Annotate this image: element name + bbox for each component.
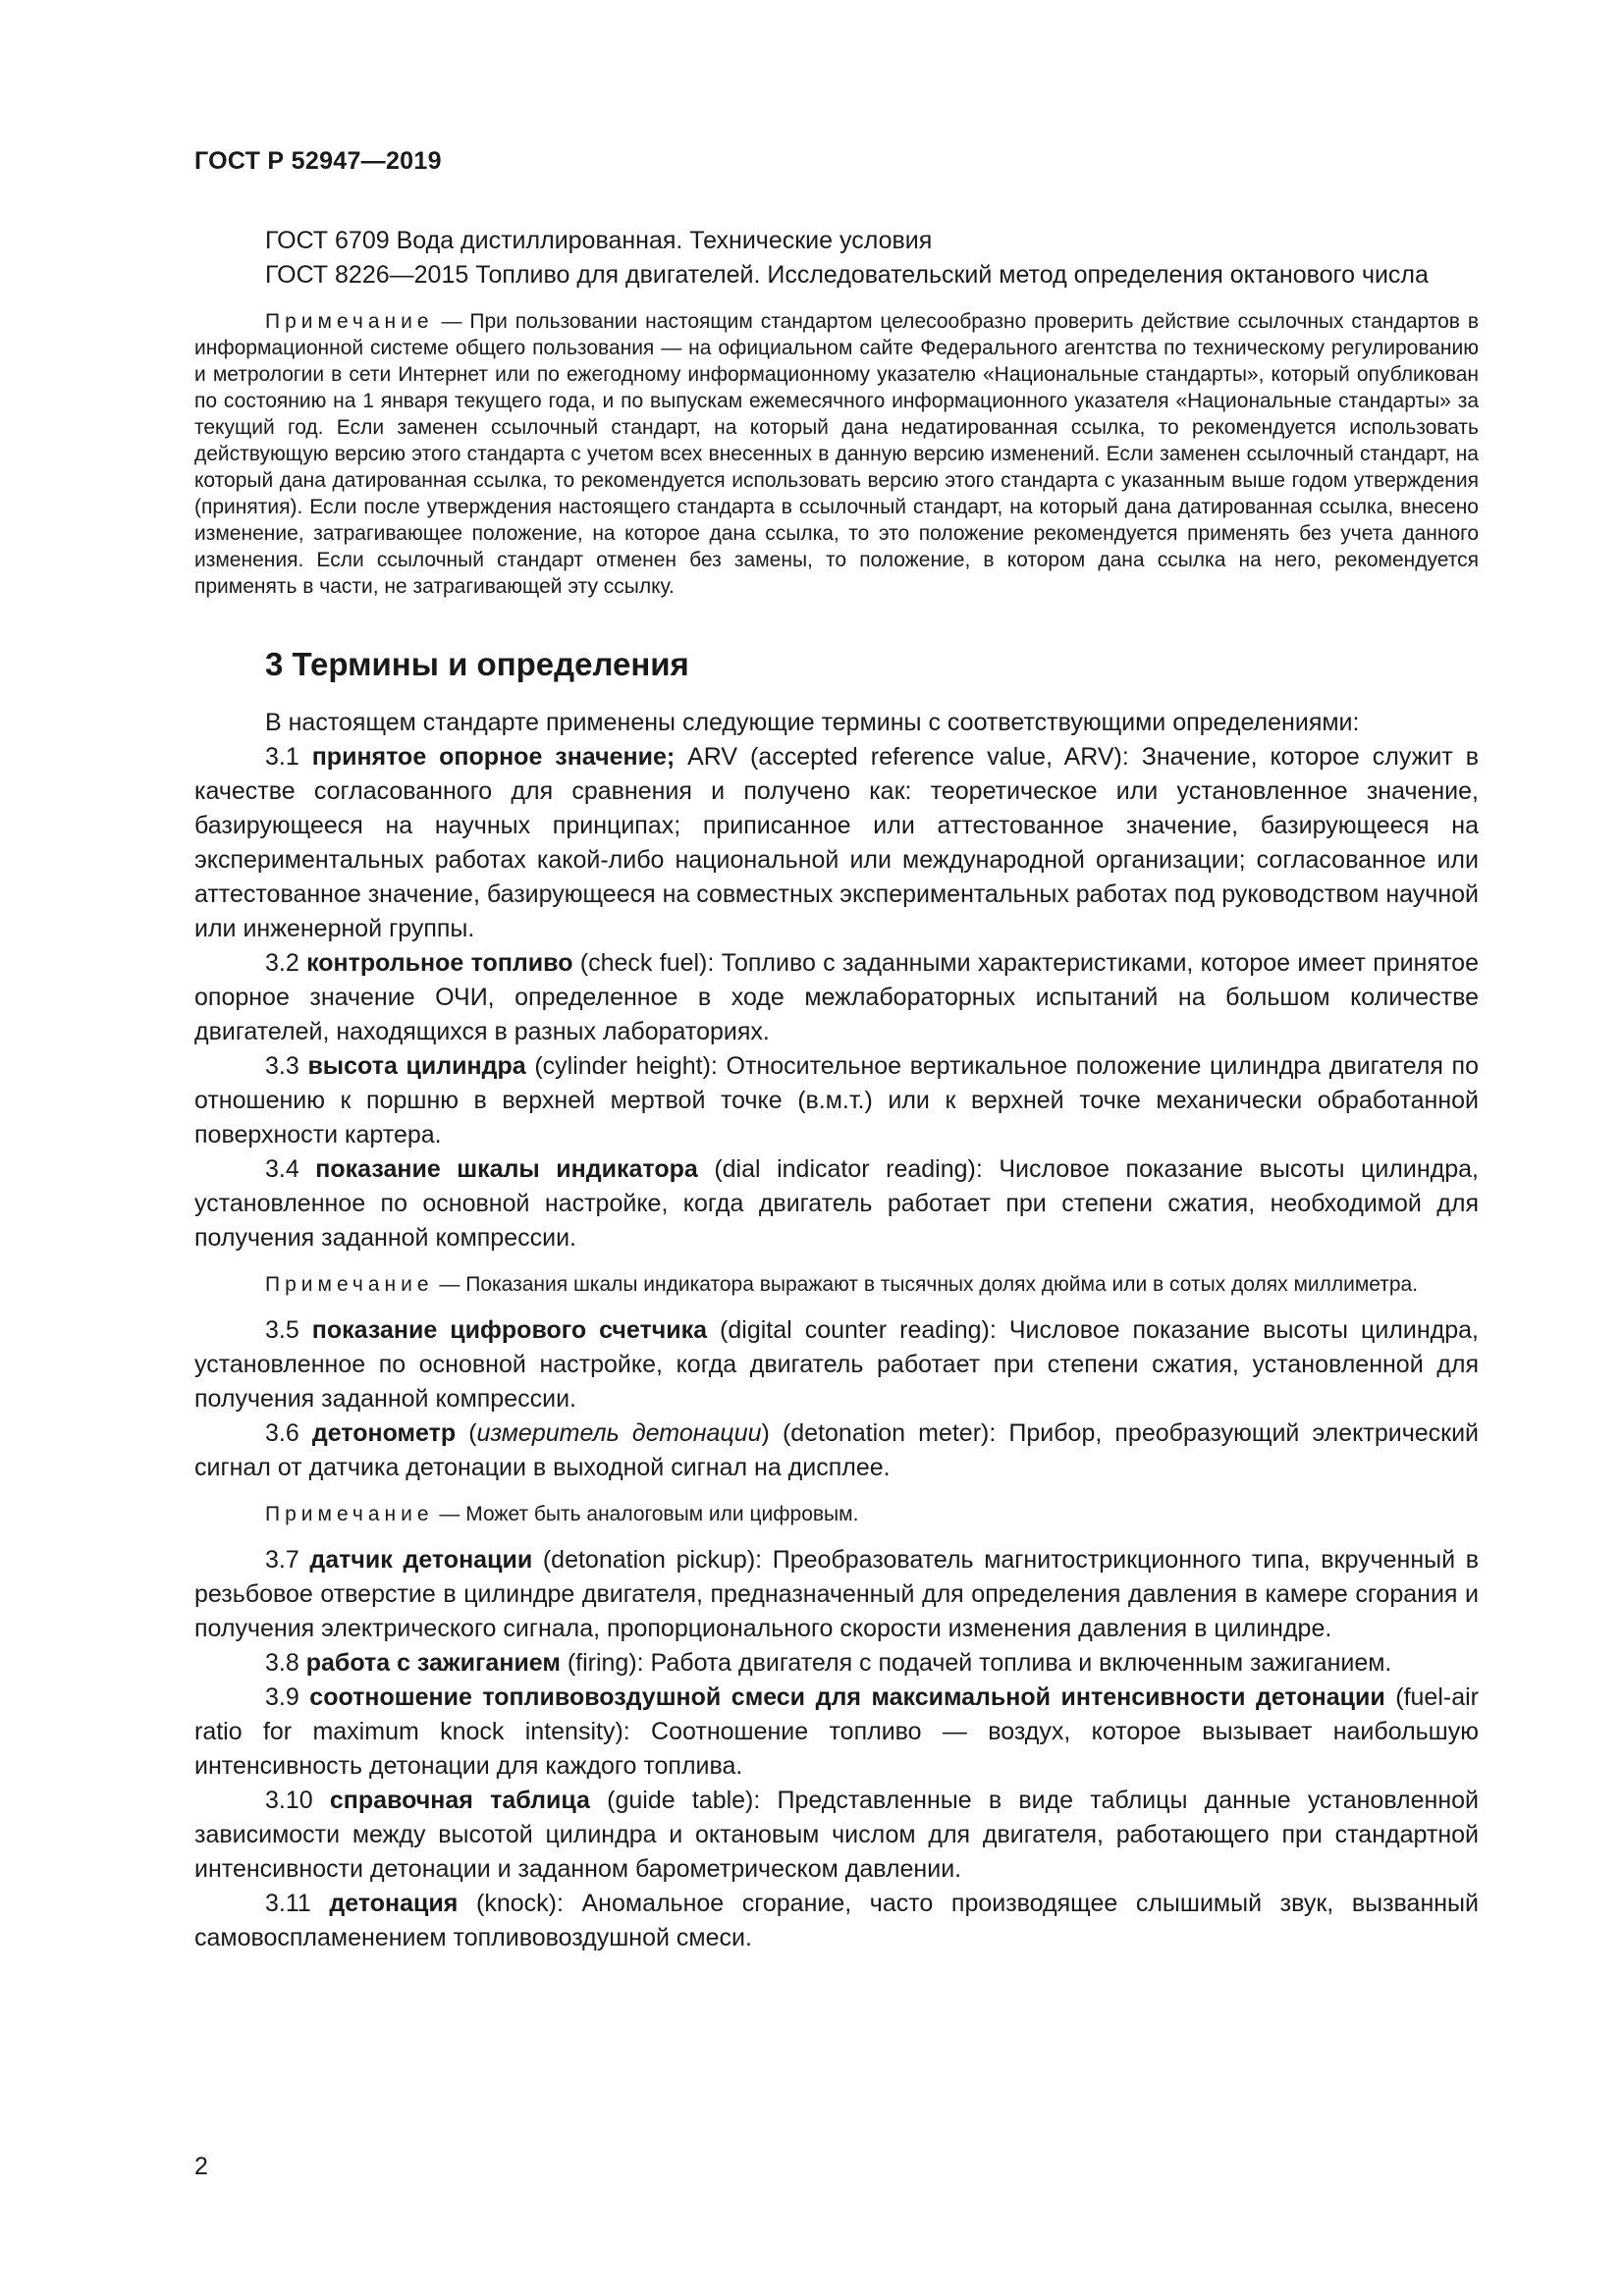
term-definition: (fuel-air ratio for maximum knock intensity): Соотношение топливо — воздух, которое вызывает наибольшую интенсивность детонации для каждого топлива. [194,1683,1480,1780]
term-3-6: 3.6 детонометр (измеритель детонации) (detonation meter): Прибор, преобразующий электрический сигнал от датчика детонации в выходной сигнал на дисплее. [194,1419,1480,1481]
term-3-11 [194,1887,1479,1955]
term-name: справочная таблица [329,1787,590,1814]
term-name: высота цилиндра [307,1052,526,1080]
term-3-8 [194,1646,1479,1681]
term-number: 3.2 [265,949,299,977]
term-definition: (detonation pickup): Преобразователь магнитострикционного типа, вкрученный в резьбовое отверстие в цилиндре двигателя, предназначенный для определения давления в камере сгорания и получения электрического сигнала, пропорционального скорости изменения давления в цилиндре. [194,1546,1479,1642]
term-name: соотношение топливовоздушной смеси для максимальной интенсивности детонации [309,1683,1385,1711]
note-term-3-6 [194,1501,1479,1527]
section-heading: 3 Термины и определения [265,646,689,682]
term-definition: (check fuel): Топливо с заданными характеристиками, которое имеет принятое опорное значение ОЧИ, определенное в ходе межлабораторных испытаний на большом количестве двигателей, находящихся в разных лабораториях. [194,949,1479,1045]
term-number: 3.7 [265,1546,299,1574]
note-label: Примечание [265,1273,434,1296]
section-intro: В настоящем стандарте применены следующие термины с соответствующими определениями: [265,709,1360,736]
term-3-7 [194,1543,1479,1646]
note-text: — При пользовании настоящим стандартом целесообразно проверить действие ссылочных стандартов в информационной системе общего пользования — на официальном сайте Федерального агентства по техническому регулированию и метрологии в сети Интернет или по ежегодному информационному указателю «Национальные стандарты», который опубликован по состоянию на 1 января текущего года, и по выпускам ежемесячного информационного указателя «Национальные стандарты» за текущий год. Если заменен ссылочный стандарт, на который дана недатированная ссылка, то рекомендуется использовать действующую версию этого стандарта с учетом всех внесенных в данную версию изменений. Если заменен ссылочный стандарт, на который дана датированная ссылка, то рекомендуется использовать версию этого стандарта с указанным выше годом утверждения (принятия). Если после утверждения настоящего стандарта в ссылочный стандарт, на который дана датированная ссылка, внесено изменение, затрагивающее положение, на которое дана ссылка, то это положение рекомендуется применять без учета данного изменения. Если ссылочный стандарт отменен без замены, то положение, в котором дана ссылка на него, рекомендуется применять в части, не затрагивающей эту ссылку. [194,310,1479,598]
term-number: 3.9 [265,1683,299,1711]
term-definition: (detonation meter): Прибор, преобразующий электрический сигнал от датчика детонации в выходной сигнал на дисплее. [194,1419,1480,1481]
term-name: показание цифрового счетчика [311,1316,708,1344]
note-term-3-4 [194,1271,1479,1298]
note-label: Примечание [265,310,434,333]
term-3-1 [194,740,1479,946]
term-number: 3.6 [265,1419,299,1447]
term-name: контрольное топливо [306,949,573,977]
term-3-10 [194,1784,1479,1887]
term-definition: (cylinder height): Относительное вертикальное положение цилиндра двигателя по отношению к поршню в верхней мертвой точке (в.м.т.) или к верхней точке механически обработанной поверхности картера. [194,1052,1480,1148]
term-number: 3.5 [265,1316,299,1344]
term-name: показание шкалы индикатора [315,1155,698,1183]
note-text: — Показания шкалы индикатора выражают в тысячных долях дюйма или в сотых долях миллиметра. [439,1273,1419,1296]
term-name: детонометр [311,1419,457,1447]
term-3-5 [194,1313,1479,1416]
term-definition: (knock): Аномальное сгорание, часто производящее слышимый звук, вызванный самовоспламенением топливовоздушной смеси. [194,1890,1479,1951]
note-references [194,308,1479,600]
term-definition: (guide table): Представленные в виде таблицы данные установленной зависимости между высотой цилиндра и октановым числом для двигателя, работающего при стандартной интенсивности детонации и заданном барометрическом давлении. [194,1787,1480,1883]
reference-gost-8226: ГОСТ 8226—2015 Топливо для двигателей. Исследовательский метод определения октанового числа [265,261,1429,289]
term-name: принятое опорное значение; [311,743,676,771]
term-number: 3.3 [265,1052,299,1080]
term-name: датчик детонации [309,1546,533,1574]
term-number: 3.10 [265,1787,313,1814]
term-definition: ARV (accepted reference value, ARV): Значение, которое служит в качестве согласованного для сравнения и получено как: теоретическое или установленное значение, базирующееся на научных принципах; приписанное или аттестованное значение, базирующееся на экспериментальных работах какой-либо национальной или международной организации; согласованное или аттестованное значение, базирующееся на совместных экспериментальных работах под руководством научной или инженерной группы. [194,743,1480,942]
term-number: 3.1 [265,743,299,771]
term-3-2 [194,946,1479,1049]
reference-gost-6709: ГОСТ 6709 Вода дистиллированная. Технические условия [265,227,933,254]
page-number: 2 [194,2153,208,2180]
term-definition: (firing): Работа двигателя с подачей топлива и включенным зажиганием. [560,1649,1392,1677]
term-name: работа с зажиганием [305,1649,561,1677]
term-name: детонация [329,1890,459,1917]
page-content [194,224,1479,1955]
term-number: 3.4 [265,1155,299,1183]
note-text: — Может быть аналоговым или цифровым. [439,1503,859,1525]
term-definition: (dial indicator reading): Числовое показание высоты цилиндра, установленное по основной настройке, когда двигатель работает при степени сжатия, необходимой для получения заданной компрессии. [194,1155,1479,1252]
term-number: 3.8 [265,1649,299,1677]
term-definition: (digital counter reading): Числовое показание высоты цилиндра, установленное по основной настройке, когда двигатель работает при степени сжатия, установленной для получения заданной компрессии. [194,1316,1479,1413]
term-3-4 [194,1152,1479,1255]
document-header: ГОСТ Р 52947—2019 [194,147,442,175]
note-label: Примечание [265,1503,434,1525]
term-synonym: измеритель детонации [476,1419,762,1447]
term-number: 3.11 [265,1890,311,1917]
term-3-3 [194,1049,1479,1152]
term-3-9 [194,1681,1479,1784]
